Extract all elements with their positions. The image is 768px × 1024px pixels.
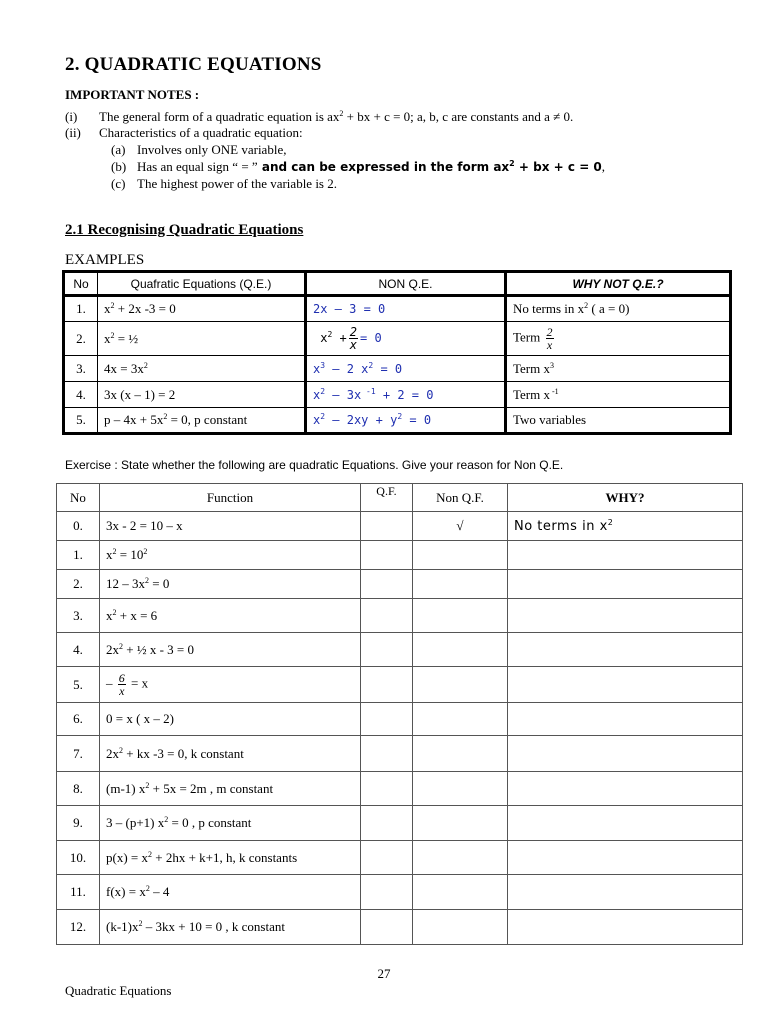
qf-cell[interactable] (361, 841, 413, 875)
function-cell (100, 633, 361, 667)
note-marker: (c) (111, 176, 126, 191)
function-cell (100, 910, 361, 945)
non-qf-cell[interactable] (413, 703, 508, 736)
non-qf-cell[interactable] (413, 667, 508, 703)
qe-cell (98, 356, 306, 382)
why-cell[interactable] (508, 841, 743, 875)
function-cell (100, 703, 361, 736)
row-no: 1. (57, 541, 100, 570)
non-sup: 2 (320, 386, 326, 396)
frac-denominator: x (546, 338, 553, 352)
why-text: Two variables (513, 412, 587, 427)
note-sup: 2 (339, 109, 344, 118)
function-sup: 2 (145, 576, 149, 585)
function-text: 3 – (p+1) x (106, 815, 165, 830)
exercise-instruction: Exercise : State whether the following are quadratic Equations. Give your reason for Non Q.E. (65, 458, 564, 472)
note-bold-form (258, 160, 602, 174)
non-text: – 3x (325, 387, 362, 402)
note-text: Has an equal sign “ = ” (137, 159, 258, 174)
row-no: 12. (57, 910, 100, 945)
non-text: x (320, 331, 328, 345)
qf-cell[interactable] (361, 541, 413, 570)
qe-text: x (104, 301, 111, 316)
row-no: 4. (64, 382, 98, 408)
note-text: + bx + c = 0; a, b, c are constants and a ≠ 0. (343, 109, 574, 124)
table-row (57, 910, 743, 945)
frac-numerator: 2 (546, 325, 553, 339)
row-no: 5. (57, 667, 100, 703)
table-row (57, 703, 743, 736)
qf-cell[interactable] (361, 910, 413, 945)
qe-cell (98, 296, 306, 322)
qe-text: = 0, p constant (167, 412, 248, 427)
function-text: + kx -3 = 0, k constant (123, 745, 244, 761)
qe-sup: 2 (110, 330, 115, 340)
function-cell (100, 772, 361, 806)
function-cell (100, 875, 361, 910)
table-row (57, 875, 743, 910)
non-sup: 2 (368, 360, 374, 370)
note-text: The general form of a quadratic equation is ax (99, 109, 340, 124)
row-no: 4. (57, 633, 100, 667)
header-why: WHY? (508, 484, 743, 512)
why-cell[interactable] (508, 667, 743, 703)
qe-text: + 2x -3 = 0 (114, 301, 176, 316)
non-sup: -1 (361, 386, 376, 396)
frac-numerator: 2 (349, 325, 357, 339)
qf-cell[interactable] (361, 806, 413, 841)
why-text: No terms in x (514, 518, 608, 534)
table-row (64, 356, 731, 382)
function-cell (100, 599, 361, 633)
non-text: = 0 (373, 361, 403, 376)
why-cell[interactable] (508, 875, 743, 910)
why-cell[interactable] (508, 703, 743, 736)
row-no: 3. (57, 599, 100, 633)
why-text: ( a = 0) (588, 301, 630, 316)
non-qf-cell[interactable] (413, 806, 508, 841)
non-sup: 3 (320, 360, 326, 370)
non-text: = 0 (402, 413, 432, 427)
why-sup: -1 (550, 386, 559, 396)
why-cell (506, 356, 731, 382)
row-no: 6. (57, 703, 100, 736)
function-text: 2x (106, 641, 119, 657)
qf-cell[interactable] (361, 570, 413, 599)
non-text: x (313, 413, 321, 427)
non-qf-cell[interactable]: √ (413, 512, 508, 541)
page-heading: 2. QUADRATIC EQUATIONS (65, 54, 322, 75)
frac-denominator: x (349, 338, 357, 352)
why-cell[interactable] (508, 570, 743, 599)
why-cell[interactable] (508, 633, 743, 667)
table-row (64, 408, 731, 434)
qf-cell[interactable] (361, 512, 413, 541)
function-sup: 2 (112, 547, 117, 556)
note-marker: (a) (111, 142, 126, 157)
function-text: = x (131, 675, 149, 691)
why-sup: 2 (607, 517, 614, 527)
fraction (349, 326, 358, 351)
header-no: No (57, 484, 100, 512)
function-sup: 2 (145, 884, 150, 893)
non-text: x (313, 361, 321, 376)
row-no: 7. (57, 736, 100, 772)
why-cell[interactable] (508, 736, 743, 772)
function-sup: 2 (112, 607, 117, 617)
qe-cell (98, 322, 306, 356)
table-row (57, 667, 743, 703)
non-sup: 2 (327, 330, 333, 339)
function-text: p(x) = x (106, 849, 148, 865)
function-text: + 2hx + k+1, h, k constants (152, 849, 298, 865)
function-text: + 5x = 2m , m constant (149, 780, 274, 796)
row-no: 0. (57, 512, 100, 541)
function-sup: 2 (148, 849, 152, 859)
qf-cell[interactable] (361, 633, 413, 667)
why-cell[interactable] (508, 910, 743, 945)
function-cell (100, 806, 361, 841)
function-text: x (106, 607, 113, 623)
frac-numerator: 6 (118, 671, 125, 685)
table-row (57, 512, 743, 541)
why-cell (506, 322, 731, 356)
qe-sup: 2 (110, 301, 115, 310)
non-text: – 2xy + y (325, 413, 398, 427)
qf-cell[interactable] (361, 772, 413, 806)
qe-text: x (104, 330, 111, 346)
fraction (118, 672, 126, 697)
non-text: = 0 (360, 331, 382, 345)
row-no: 10. (57, 841, 100, 875)
note-marker: (i) (65, 109, 78, 124)
qf-cell[interactable] (361, 703, 413, 736)
exercise-table (56, 483, 743, 945)
why-cell (506, 408, 731, 434)
footer-title: Quadratic Equations (65, 983, 172, 998)
why-sup: 2 (584, 301, 589, 310)
function-cell (100, 736, 361, 772)
qe-sup: 2 (163, 412, 168, 421)
note-text: Involves only ONE variable, (137, 142, 287, 157)
function-text: – 4 (149, 884, 170, 899)
non-qf-cell[interactable] (413, 736, 508, 772)
function-cell (100, 512, 361, 541)
non-qe-cell (306, 356, 506, 382)
non-qe-cell (306, 382, 506, 408)
important-notes-label: IMPORTANT NOTES : (65, 87, 200, 102)
exercise-header-row (57, 484, 743, 512)
function-text: 0 = x ( x – 2) (106, 711, 174, 726)
non-qf-cell[interactable] (413, 875, 508, 910)
why-cell[interactable] (508, 541, 743, 570)
qe-sup: 2 (143, 360, 148, 370)
table-header-row (64, 272, 731, 296)
why-text: No terms in x (513, 301, 585, 316)
row-no: 2. (64, 322, 98, 356)
non-sup: 2 (397, 412, 403, 421)
why-text: Term x (513, 360, 550, 376)
non-qf-cell[interactable] (413, 570, 508, 599)
header-no: No (64, 272, 98, 296)
qf-cell[interactable] (361, 599, 413, 633)
function-sup: 2 (145, 780, 150, 790)
qe-cell (98, 408, 306, 434)
function-text: x (106, 547, 113, 562)
row-no: 9. (57, 806, 100, 841)
qf-cell[interactable] (361, 875, 413, 910)
row-no: 3. (64, 356, 98, 382)
function-text: – 3kx + 10 = 0 , k constant (142, 919, 285, 934)
note-i (65, 109, 573, 125)
table-row (57, 806, 743, 841)
why-cell (506, 382, 731, 408)
minus-sign: – (106, 675, 113, 691)
table-row (57, 841, 743, 875)
function-text: = 0 (149, 576, 170, 591)
non-qe-cell (306, 322, 506, 356)
non-qf-cell[interactable] (413, 633, 508, 667)
note-b (111, 159, 605, 175)
note-text: , (601, 159, 606, 174)
why-cell[interactable] (508, 806, 743, 841)
fraction (546, 326, 554, 351)
bold-sup: 2 (509, 159, 515, 168)
function-sup: 2 (143, 547, 148, 556)
page-number: 27 (377, 966, 391, 981)
row-no: 1. (64, 296, 98, 322)
function-text: (m-1) x (106, 780, 146, 796)
non-qf-cell[interactable] (413, 541, 508, 570)
bold-text: + bx + c = 0 (514, 160, 602, 174)
function-text: + ½ x - 3 = 0 (123, 641, 194, 657)
frac-denominator: x (119, 684, 125, 698)
note-ii (65, 125, 303, 141)
section-title: 2.1 Recognising Quadratic Equations (65, 222, 304, 238)
function-sup: 2 (138, 919, 143, 928)
function-text: + x = 6 (116, 607, 158, 623)
qf-cell[interactable] (361, 667, 413, 703)
header-non-qe: NON Q.E. (306, 272, 506, 296)
qe-cell (98, 382, 306, 408)
why-cell (506, 296, 731, 322)
qe-text: = ½ (114, 330, 139, 346)
function-text: = 10 (116, 547, 144, 562)
function-text: (k-1)x (106, 919, 139, 934)
non-qf-cell[interactable] (413, 841, 508, 875)
examples-label: EXAMPLES (65, 252, 145, 268)
function-cell (100, 570, 361, 599)
function-cell (100, 541, 361, 570)
function-sup: 2 (119, 745, 123, 755)
non-qe-cell (306, 408, 506, 434)
qf-cell[interactable] (361, 736, 413, 772)
header-qf: Q.F. (361, 484, 413, 512)
header-function: Function (100, 484, 361, 512)
why-cell[interactable] (508, 772, 743, 806)
table-row (64, 382, 731, 408)
why-cell[interactable] (508, 512, 743, 541)
why-text: Term (513, 329, 541, 345)
header-qe: Quafratic Equations (Q.E.) (98, 272, 306, 296)
table-row (57, 570, 743, 599)
row-no: 8. (57, 772, 100, 806)
row-no: 2. (57, 570, 100, 599)
examples-table (62, 270, 732, 435)
table-row (64, 296, 731, 322)
non-qe-cell: 2x – 3 = 0 (306, 296, 506, 322)
non-text: + 2 = 0 (375, 387, 434, 402)
table-row (57, 633, 743, 667)
function-cell (100, 667, 361, 703)
function-text: f(x) = x (106, 884, 146, 899)
note-text: Characteristics of a quadratic equation: (99, 125, 303, 140)
why-sup: 3 (550, 360, 554, 370)
non-qf-cell[interactable] (413, 910, 508, 945)
why-text: Term x (513, 386, 550, 402)
note-marker: (b) (111, 159, 127, 174)
why-cell[interactable] (508, 599, 743, 633)
function-text: = 0 , p constant (168, 815, 252, 830)
function-cell (100, 841, 361, 875)
row-no: 5. (64, 408, 98, 434)
row-no: 11. (57, 875, 100, 910)
qe-text: p – 4x + 5x (104, 412, 164, 427)
non-qf-cell[interactable] (413, 599, 508, 633)
qe-text: 3x (x – 1) = 2 (104, 386, 176, 402)
non-text: – 2 x (325, 361, 369, 376)
function-text: 2x (106, 745, 119, 761)
function-text: 12 – 3x (106, 576, 145, 591)
note-marker: (ii) (65, 125, 81, 140)
header-non-qf: Non Q.F. (413, 484, 508, 512)
bold-text: and can be expressed in the form ax (257, 160, 510, 174)
function-sup: 2 (119, 641, 123, 651)
table-row (57, 599, 743, 633)
note-a (111, 142, 286, 158)
function-text: 3x - 2 = 10 – x (106, 518, 183, 533)
note-text: The highest power of the variable is 2. (137, 176, 337, 191)
table-row (57, 541, 743, 570)
table-row (64, 322, 731, 356)
note-c (111, 176, 337, 192)
qe-text: 4x = 3x (104, 360, 144, 376)
non-sup: 2 (320, 412, 326, 421)
table-row (57, 772, 743, 806)
header-why-not: WHY NOT Q.E.? (506, 272, 731, 296)
non-plus: + (339, 331, 347, 345)
non-qf-cell[interactable] (413, 772, 508, 806)
function-sup: 2 (164, 815, 169, 824)
non-text: x (313, 387, 321, 402)
table-row (57, 736, 743, 772)
